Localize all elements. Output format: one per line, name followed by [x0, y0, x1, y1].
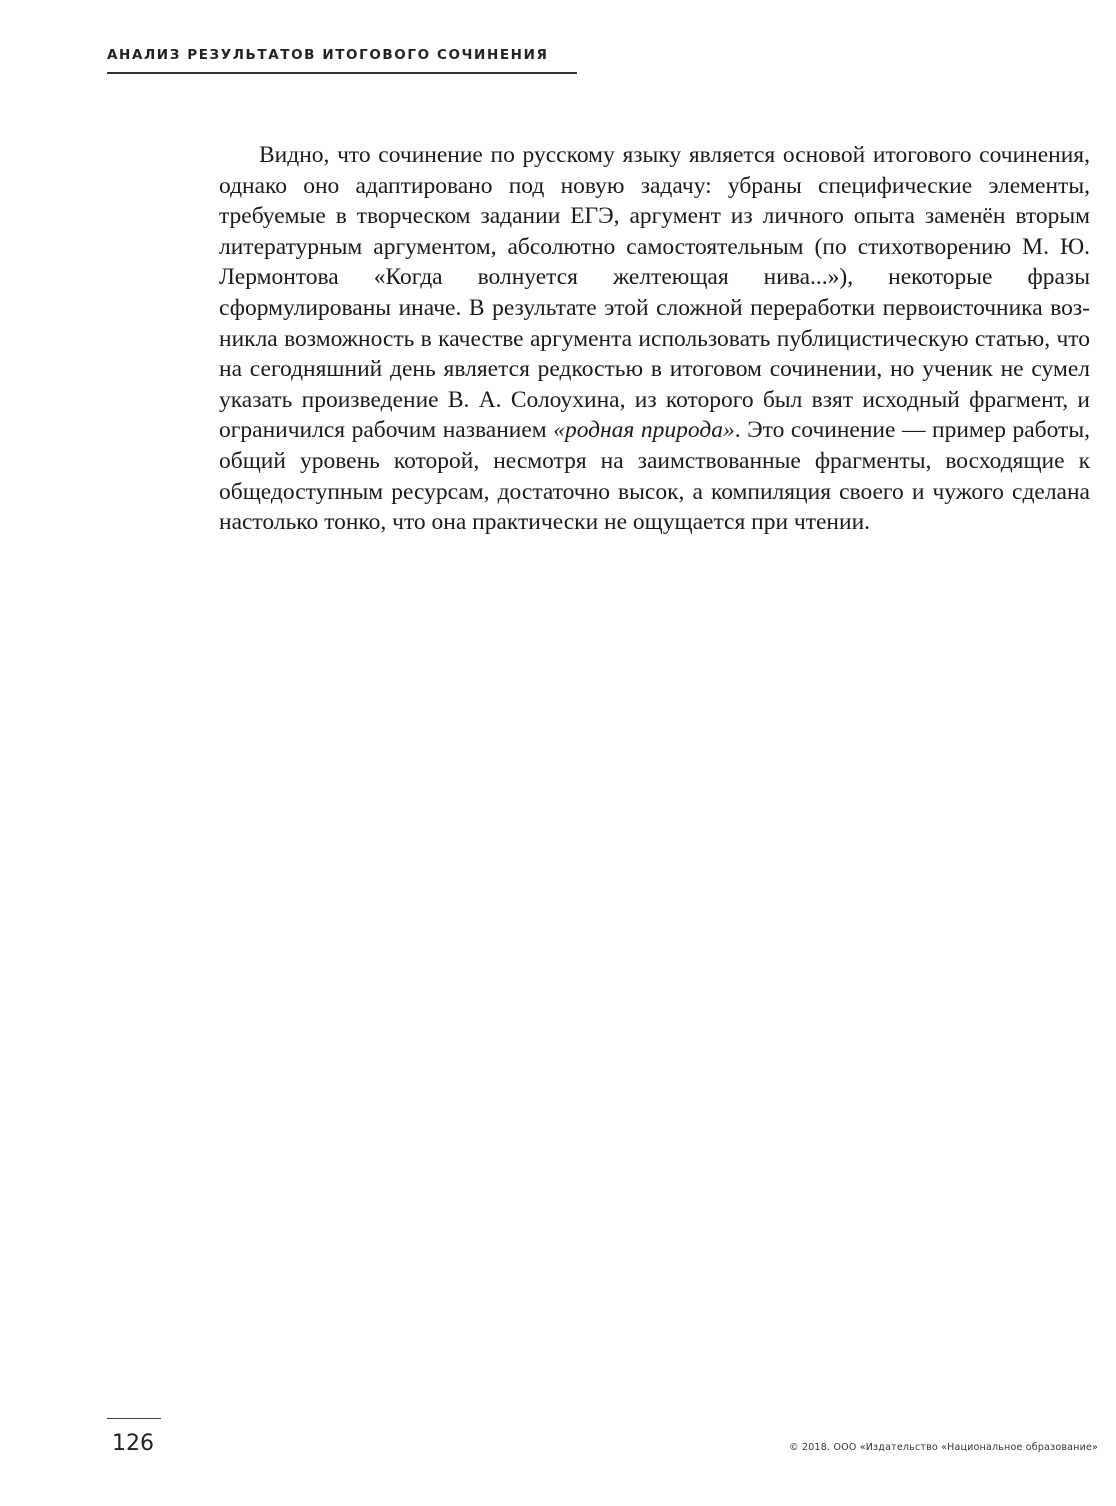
- paragraph-italic-quote: «родная природа»: [553, 417, 735, 444]
- running-header-title: АНАЛИЗ РЕЗУЛЬТАТОВ ИТОГОВОГО СОЧИНЕНИЯ: [107, 47, 549, 63]
- body-paragraph: [219, 140, 1090, 538]
- copyright-notice: © 2018. ООО «Издательство «Национальное образование»: [789, 1442, 1098, 1453]
- paragraph-text-part2: . Это сочинение — пример работы, общий уровень которой, несмотря на заимствованные фрагменты, восходящие к общедоступным ресурсам, достаточно высок, а компиляция своего и чужого сделана настолько тонко, что она практически не ощущается при чтении.: [219, 417, 1090, 536]
- page-number: 126: [112, 1431, 154, 1456]
- paragraph-text-part1: Видно, что сочинение по русскому языку является основой итогового сочинения, однако оно адаптировано под новую задачу: убраны специфические элементы, требуемые в творческом задании ЕГЭ, аргумент из личного опыта заменён вторым литературным аргументом, абсолютно самостоятельным (по стихотворению М. Ю. Лермонтова «Когда волнуется желтеющая нива...»), некоторые фразы сформулированы иначе. В результате этой сложной переработки первоисточника возникла возможность в качестве аргумента использовать публицистическую статью, что на сегодняшний день является редкостью в итоговом сочинении, но ученик не сумел указать произведение В. А. Солоухина, из которого был взят исходный фрагмент, и ограничился рабочим названием: [219, 142, 1090, 444]
- footer-rule: [107, 1418, 161, 1419]
- header-rule: [107, 72, 577, 74]
